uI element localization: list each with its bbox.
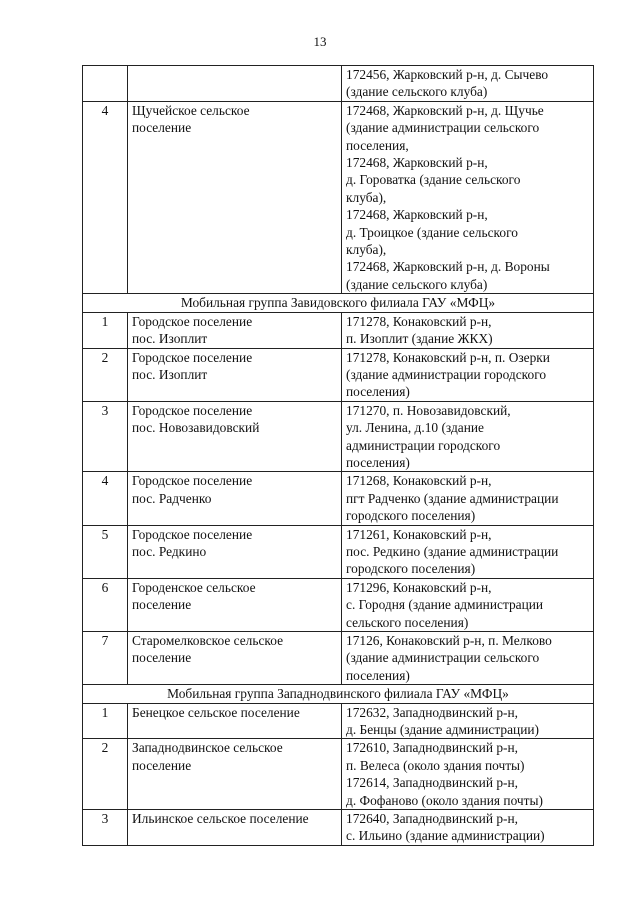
address-line: п. Велеса (около здания почты) (346, 757, 525, 773)
address-line: 17126, Конаковский р-н, п. Мелково (346, 633, 552, 648)
group-title: Мобильная группа Западнодвинского филиала ГАУ «МФЦ» (83, 685, 594, 703)
settlement-name-line: поселение (132, 120, 192, 136)
row-number: 6 (83, 578, 128, 631)
settlement-name (128, 525, 342, 578)
table-row (83, 632, 594, 685)
settlement-name-line: пос. Изоплит (132, 366, 208, 382)
address-line: д. Горoватка (здание сельского (346, 172, 521, 188)
settlement-name-line: поселение (132, 650, 192, 666)
address-line: 171268, Конаковский р-н, (346, 473, 492, 489)
table-row (83, 401, 594, 472)
address-line: 171261, Конаковский р-н, (346, 526, 492, 542)
address-line: 171278, Конаковский р-н, п. Озерки (346, 349, 550, 365)
address-line: д. Фофаново (около здания почты) (346, 792, 543, 808)
settlement-name-line: пос. Радченко (132, 490, 212, 506)
settlement-name-line: Городское поселение (132, 313, 253, 329)
settlement-name (128, 472, 342, 525)
row-number: 3 (83, 810, 128, 846)
settlement-name-line: Городское поселение (132, 402, 253, 418)
address-line: с. Ильино (здание администрации) (346, 828, 545, 844)
table-row (83, 703, 594, 739)
address-line: пос. Редкино (здание администрации (346, 543, 559, 559)
group-header-row (83, 685, 594, 703)
address-line: поселения) (346, 384, 410, 400)
settlement-name-line: Городское поселение (132, 473, 253, 489)
address-line: 171296, Конаковский р-н, (346, 579, 492, 595)
settlement-name (128, 101, 342, 293)
address-line: с. Городня (здание администрации (346, 597, 544, 613)
settlement-name-line: Щучейское сельское (132, 102, 250, 118)
address (342, 739, 594, 810)
address-line: д. Троицкое (здание сельского (346, 224, 518, 240)
settlement-name-line: пос. Новозавидовский (132, 420, 260, 436)
address-line: 172610, Западнодвинский р-н, (346, 740, 519, 756)
address-line: 172640, Западнодвинский р-н, (346, 811, 519, 827)
address-line: (здание администрации городского (346, 366, 547, 382)
address-line: городского поселения) (346, 508, 476, 524)
table-row (83, 101, 594, 293)
row-number: 1 (83, 703, 128, 739)
address-line: поселения) (346, 667, 410, 683)
table-row (83, 810, 594, 846)
table-row (83, 578, 594, 631)
address-line: поселения) (346, 454, 410, 470)
settlement-name (128, 312, 342, 348)
address (342, 703, 594, 739)
address-line: (здание сельского клуба) (346, 84, 488, 100)
address-line: п. Изоплит (здание ЖКХ) (346, 331, 493, 347)
table-row (83, 739, 594, 810)
settlement-name-line: Ильинское сельское поселение (132, 811, 309, 827)
row-number: 4 (83, 101, 128, 293)
address-line: 171270, п. Новозавидовский, (346, 402, 511, 418)
address-line: 172468, Жарковский р-н, д. Щучье (346, 102, 544, 118)
settlement-name (128, 810, 342, 846)
address-line: ул. Ленина, д.10 (здание (346, 420, 484, 436)
settlement-name (128, 348, 342, 401)
address (342, 401, 594, 472)
address (342, 578, 594, 631)
address (342, 312, 594, 348)
address-line: 172468, Жарковский р-н, д. Вороны (346, 259, 550, 275)
address-line: клуба), (346, 189, 387, 205)
table-row (83, 66, 594, 102)
row-number: 4 (83, 472, 128, 525)
page-number: 13 (313, 34, 327, 49)
address-line: городского поселения) (346, 561, 476, 577)
address-line: 171278, Конаковский р-н, (346, 313, 492, 329)
settlement-name-line: Западнодвинское сельское (132, 740, 283, 756)
address-line: (здание администрации сельского (346, 120, 540, 136)
address-line: (здание администрации сельского (346, 650, 540, 666)
address-line: администрации городского (346, 437, 501, 453)
table-row (83, 525, 594, 578)
address-line: пгт Радченко (здание администрации (346, 490, 559, 506)
settlement-name (128, 703, 342, 739)
address (342, 810, 594, 846)
settlement-name (128, 401, 342, 472)
address (342, 66, 594, 102)
address-line: д. Бенцы (здание администрации) (346, 722, 539, 738)
settlement-name (128, 739, 342, 810)
address (342, 101, 594, 293)
address-line: 172632, Западнодвинский р-н, (346, 704, 519, 720)
settlement-name-line: Городское поселение (132, 526, 253, 542)
address-line: 172456, Жарковский р-н, д. Сычево (346, 67, 549, 82)
settlement-name-line: Бенецкое сельское поселение (132, 704, 300, 720)
address-line: сельского поселения) (346, 614, 469, 630)
settlement-name-line: Городенское сельское (132, 579, 256, 595)
address-line: (здание сельского клуба) (346, 276, 488, 292)
group-title: Мобильная группа Завидовского филиала ГАУ «МФЦ» (83, 294, 594, 312)
group-header-row (83, 294, 594, 312)
table-row (83, 472, 594, 525)
settlement-name-line: пос. Редкино (132, 543, 207, 559)
address-line: 172468, Жарковский р-н, (346, 207, 488, 223)
row-number: 2 (83, 739, 128, 810)
address-line: клуба), (346, 242, 387, 258)
settlement-name (128, 578, 342, 631)
row-number: 1 (83, 312, 128, 348)
settlement-name-line: поселение (132, 597, 192, 613)
settlement-name-line: Старомелковское сельское (132, 633, 284, 648)
settlement-name (128, 632, 342, 685)
table-row (83, 312, 594, 348)
row-number: 3 (83, 401, 128, 472)
address-line: поселения, (346, 137, 409, 153)
address-line: 172614, Западнодвинский р-н, (346, 775, 519, 791)
row-number: 2 (83, 348, 128, 401)
row-number: 7 (83, 632, 128, 685)
address (342, 525, 594, 578)
settlement-name-line: Городское поселение (132, 349, 253, 365)
row-number (83, 66, 128, 102)
settlement-name-line: пос. Изоплит (132, 331, 208, 347)
address-line: 172468, Жарковский р-н, (346, 155, 488, 171)
settlement-name-line: поселение (132, 757, 192, 773)
table-row (83, 348, 594, 401)
mfc-locations-table (82, 65, 594, 846)
address (342, 348, 594, 401)
address (342, 472, 594, 525)
row-number: 5 (83, 525, 128, 578)
settlement-name (128, 66, 342, 102)
address (342, 632, 594, 685)
